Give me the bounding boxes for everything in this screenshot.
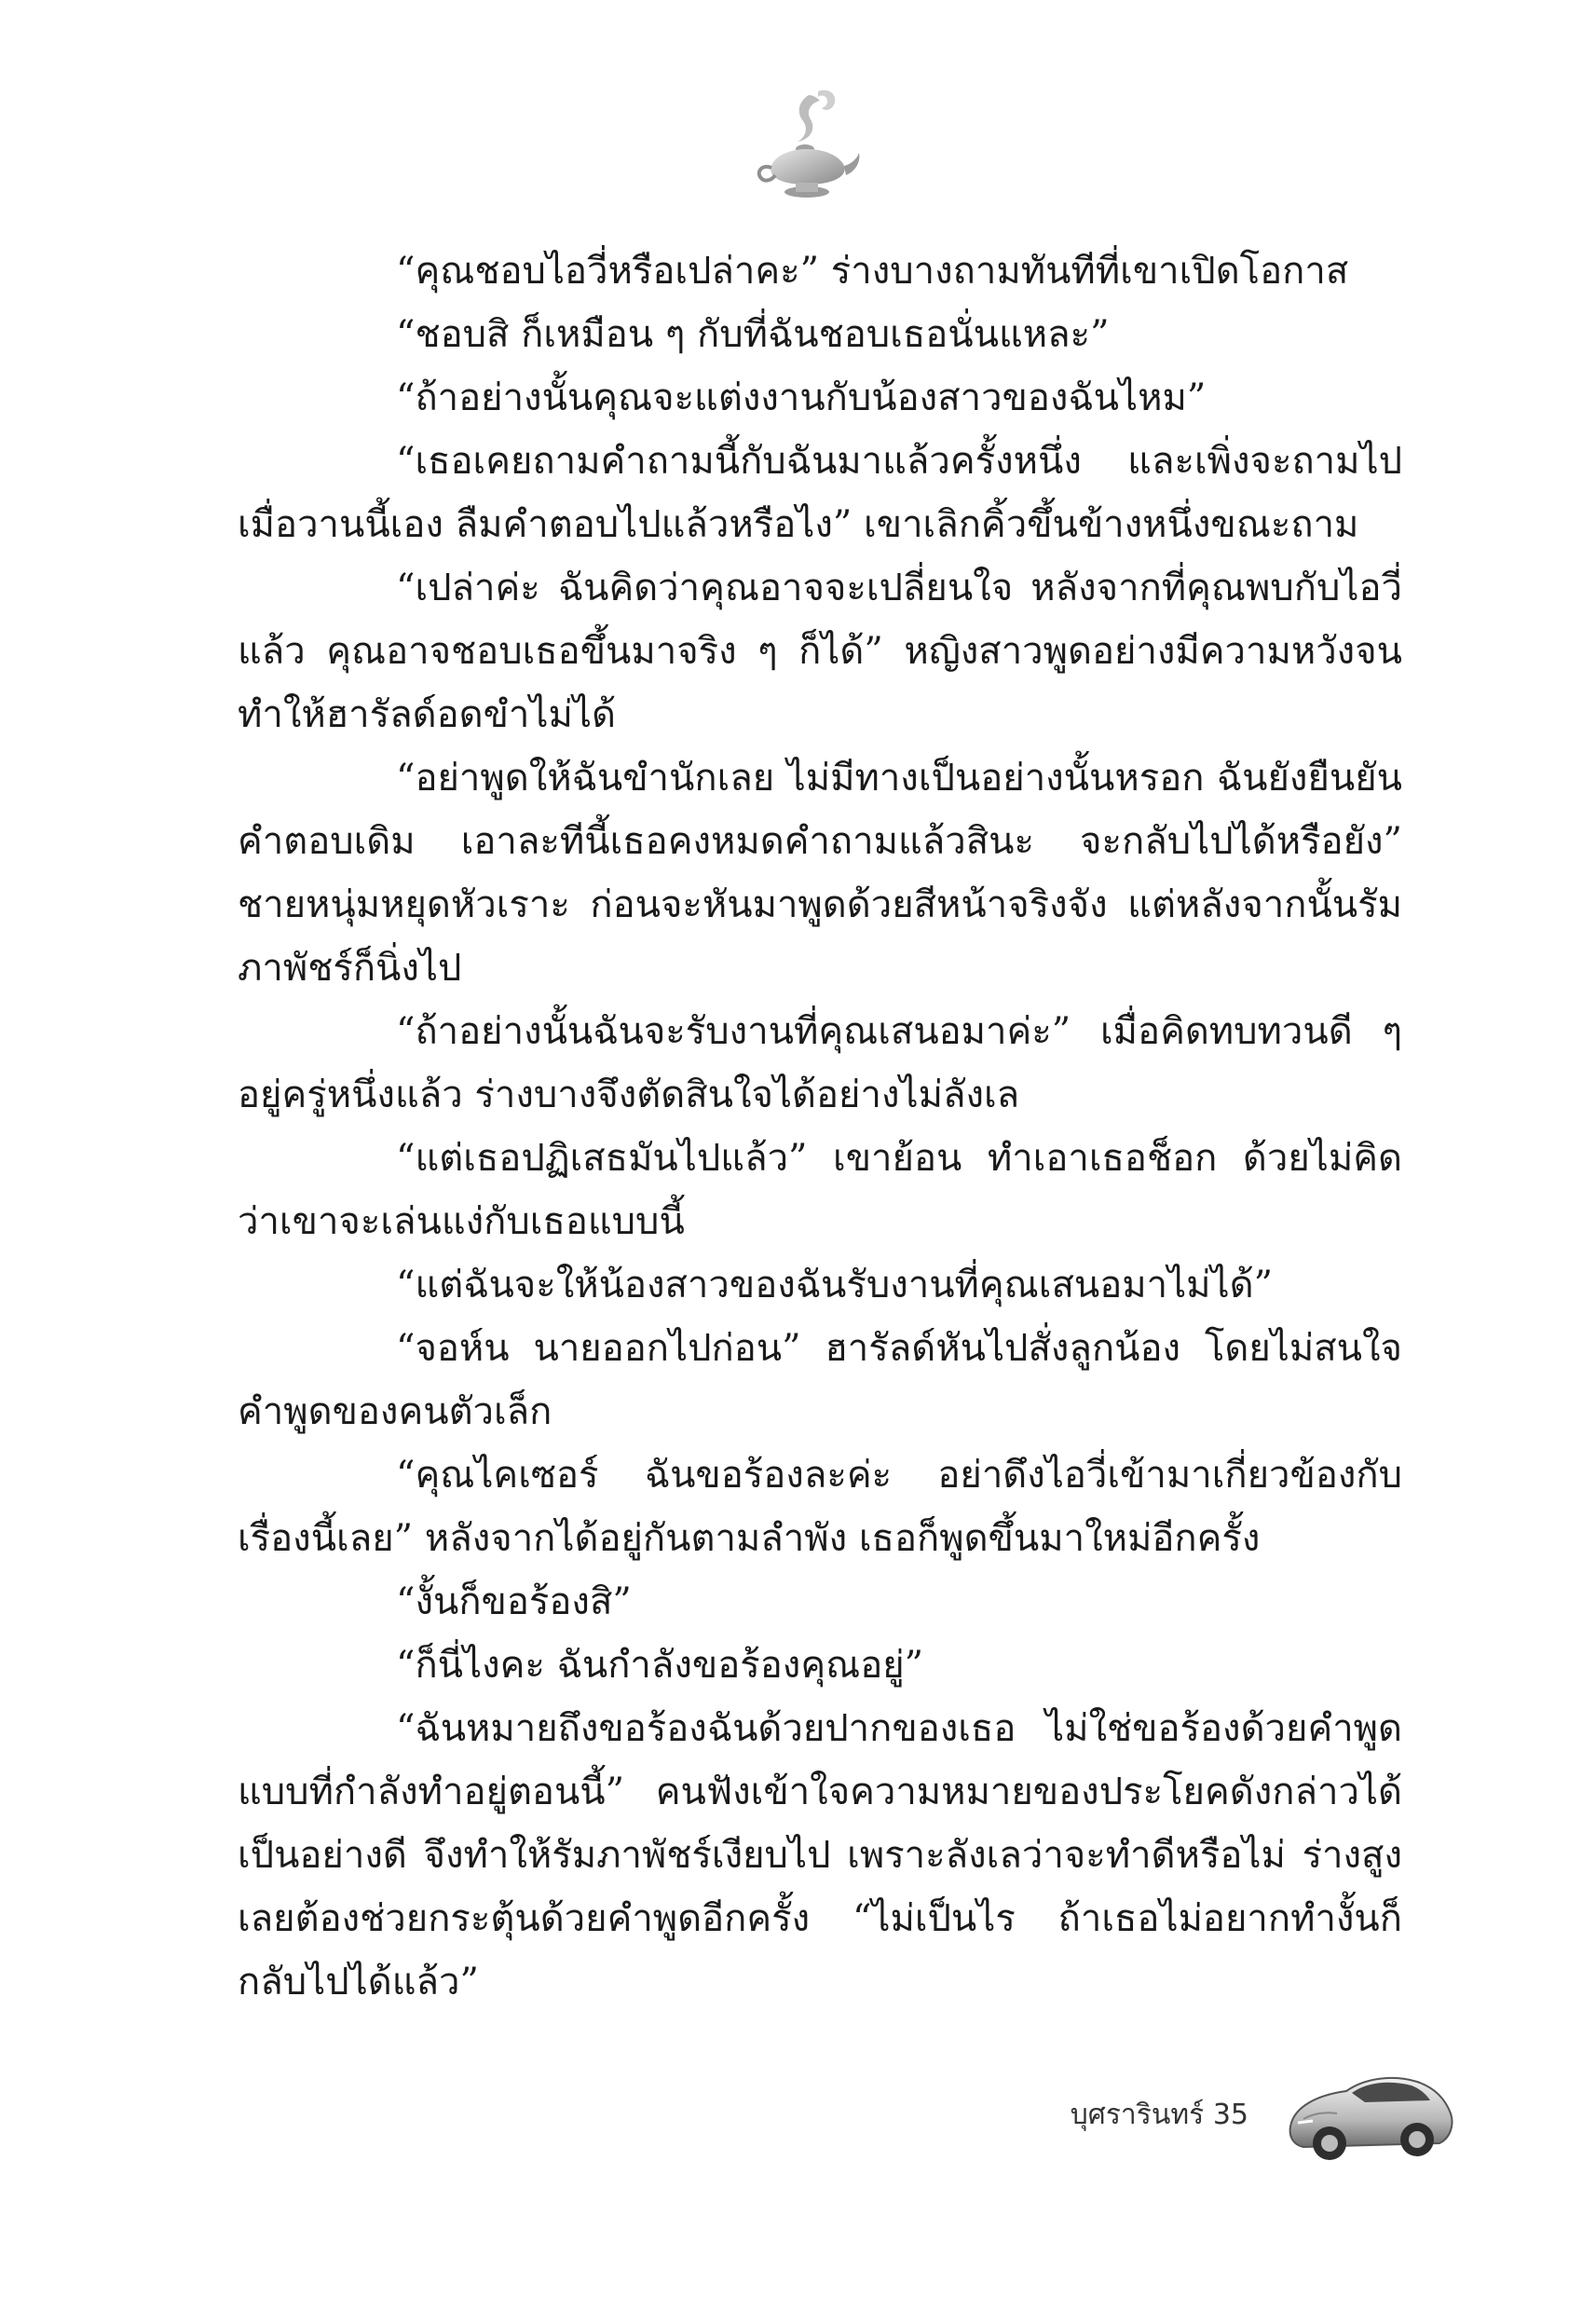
paragraph: “ก็นี่ไงคะ ฉันกำลังขอร้องคุณอยู่” (396, 1644, 924, 1687)
page-footer: บุศรารินทร์ 35 (1070, 2099, 1248, 2131)
paragraph: “ถ้าอย่างนั้นฉันจะรับงานที่คุณเสนอมาค่ะ” เมื่อคิดทบทวนดี ๆ อยู่ครู่หนึ่งแล้ว ร่างบางจึงตัดสินใจได้อย่างไม่ลังเล (238, 1010, 1402, 1116)
paragraph: “แต่ฉันจะให้น้องสาวของฉันรับงานที่คุณเสนอมาไม่ได้” (396, 1264, 1274, 1306)
genie-lamp-icon (751, 84, 863, 214)
paragraph: “จอห์น นายออกไปก่อน” ฮารัลด์หันไปสั่งลูกน้อง โดยไม่สนใจคำพูดของคนตัวเล็ก (238, 1327, 1402, 1433)
paragraph: “ชอบสิ ก็เหมือน ๆ กับที่ฉันชอบเธอนั่นแหละ” (396, 313, 1110, 356)
body-text (238, 239, 1402, 2014)
paragraph: “คุณไคเซอร์ ฉันขอร้องละค่ะ อย่าดึงไอวี่เข้ามาเกี่ยวข้องกับเรื่องนี้เลย” หลังจากได้อยู่กันตามลำพัง เธอก็พูดขึ้นมาใหม่อีกครั้ง (238, 1454, 1402, 1560)
paragraph: “ถ้าอย่างนั้นคุณจะแต่งงานกับน้องสาวของฉันไหม” (396, 376, 1207, 419)
paragraph: “เธอเคยถามคำถามนี้กับฉันมาแล้วครั้งหนึ่ง และเพิ่งจะถามไปเมื่อวานนี้เอง ลืมคำตอบไปแล้วหรือไง” เขาเลิกคิ้วขึ้นข้างหนึ่งขณะถาม (238, 440, 1402, 546)
paragraph: “งั้นก็ขอร้องสิ” (396, 1580, 632, 1623)
paragraph: “แต่เธอปฏิเสธมันไปแล้ว” เขาย้อน ทำเอาเธอช็อก ด้วยไม่คิดว่าเขาจะเล่นแง่กับเธอแบบนี้ (238, 1137, 1402, 1243)
paragraph: “ฉันหมายถึงขอร้องฉันด้วยปากของเธอ ไม่ใช่ขอร้องด้วยคำพูดแบบที่กำลังทำอยู่ตอนนี้” คนฟังเข้าใจความหมายของประโยคดังกล่าวได้เป็นอย่างดี จึงทำให้รัมภาพัชร์เงียบไป เพราะลังเลว่าจะทำดีหรือไม่ ร่างสูงเลยต้องช่วยกระตุ้นด้วยคำพูดอีกครั้ง “ไม่เป็นไร ถ้าเธอไม่อยากทำงั้นก็กลับไปได้แล้ว” (238, 1707, 1402, 2003)
paragraph: “อย่าพูดให้ฉันขำนักเลย ไม่มีทางเป็นอย่างนั้นหรอก ฉันยังยืนยันคำตอบเดิม เอาละทีนี้เธอคงหมดคำถามแล้วสินะ จะกลับไปได้หรือยัง” ชายหนุ่มหยุดหัวเราะ ก่อนจะหันมาพูดด้วยสีหน้าจริงจัง แต่หลังจากนั้นรัมภาพัชร์ก็นิ่งไป (238, 757, 1402, 990)
paragraph: “เปล่าค่ะ ฉันคิดว่าคุณอาจจะเปลี่ยนใจ หลังจากที่คุณพบกับไอวี่แล้ว คุณอาจชอบเธอขึ้นมาจริง ๆ ก็ได้” หญิงสาวพูดอย่างมีความหวังจนทำให้ฮารัลด์อดขำไม่ได้ (238, 567, 1402, 736)
sports-car-icon (1281, 2041, 1458, 2181)
paragraph: “คุณชอบไอวี่หรือเปล่าคะ” ร่างบางถามทันทีที่เขาเปิดโอกาส (396, 250, 1349, 293)
